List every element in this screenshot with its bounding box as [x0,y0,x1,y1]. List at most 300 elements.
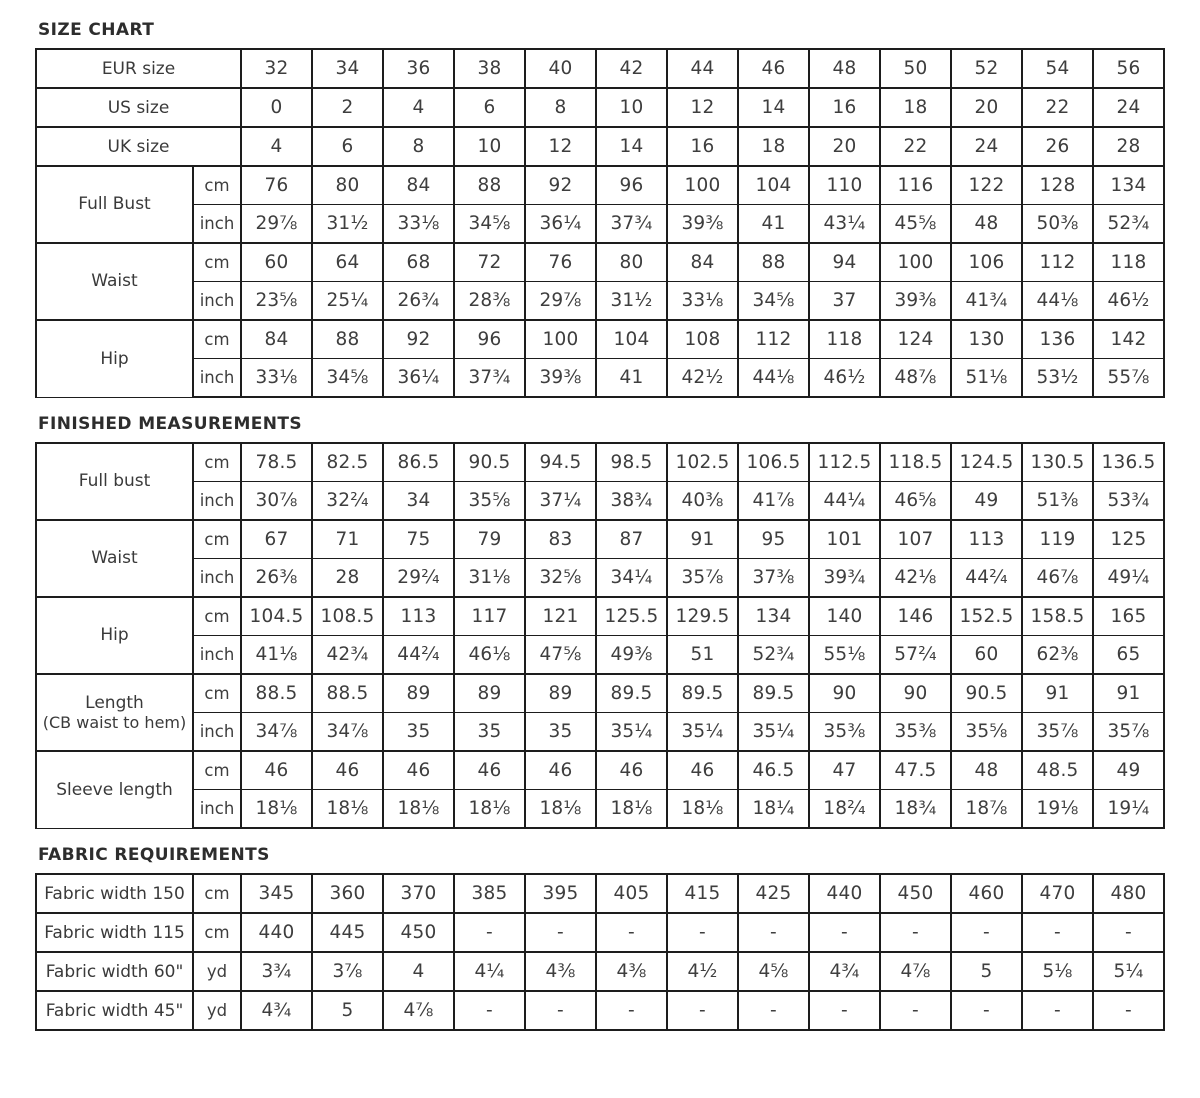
value-cell: 48 [951,205,1022,244]
finished-measurements-table-slot [35,442,1165,829]
row-label: US size [36,88,241,127]
value-cell: 83 [525,520,596,559]
row-label: EUR size [36,49,241,88]
value-cell: 12 [667,88,738,127]
value-cell: 94 [809,243,880,282]
value-cell: 51⅛ [951,359,1022,398]
value-cell: 33⅛ [241,359,312,398]
table-row [36,559,1164,598]
unit-label: inch [193,282,241,321]
value-cell: 35 [383,713,454,752]
value-cell: 88 [738,243,809,282]
value-cell: 370 [383,874,454,913]
value-cell: 165 [1093,597,1164,636]
row-label-text: Waist [91,271,138,292]
value-cell: 18²⁄₄ [809,790,880,829]
table-row [36,913,1164,952]
value-cell: - [951,913,1022,952]
value-cell: 60 [241,243,312,282]
value-cell: 46 [525,751,596,790]
value-cell: 62⅜ [1022,636,1093,675]
row-label-text: Sleeve length [56,779,173,800]
value-cell: 37 [809,282,880,321]
value-cell: 49¼ [1093,559,1164,598]
value-cell: 88.5 [241,674,312,713]
unit-label: cm [193,913,241,952]
value-cell: 71 [312,520,383,559]
value-cell: 35¼ [667,713,738,752]
value-cell: 48 [809,49,880,88]
value-cell: 385 [454,874,525,913]
value-cell: 90 [880,674,951,713]
value-cell: 0 [241,88,312,127]
value-cell: 22 [880,127,951,166]
value-cell: - [667,913,738,952]
value-cell: 47 [809,751,880,790]
table-row [36,597,1164,636]
value-cell: 146 [880,597,951,636]
value-cell: 142 [1093,320,1164,359]
value-cell: 121 [525,597,596,636]
value-cell: 46⅞ [1022,559,1093,598]
row-sublabel-text: (CB waist to hem) [42,712,187,732]
value-cell: 88 [454,166,525,205]
table-row [36,991,1164,1030]
value-cell: 52¾ [1093,205,1164,244]
value-cell: 106.5 [738,443,809,482]
value-cell: 37¾ [596,205,667,244]
value-cell: 134 [738,597,809,636]
unit-label: inch [193,359,241,398]
value-cell: 18¾ [880,790,951,829]
value-cell: 52¾ [738,636,809,675]
value-cell: 18⅛ [525,790,596,829]
value-cell: 84 [667,243,738,282]
value-cell: 34⅞ [241,713,312,752]
value-cell: 46 [738,49,809,88]
table-row [36,282,1164,321]
value-cell: 32⅝ [525,559,596,598]
value-cell: 445 [312,913,383,952]
value-cell: 18⅛ [241,790,312,829]
value-cell: 90 [809,674,880,713]
value-cell: 39⅜ [525,359,596,398]
value-cell: 45⅝ [880,205,951,244]
fabric-requirements-heading: FABRIC REQUIREMENTS [38,845,270,865]
value-cell: 4½ [667,952,738,991]
value-cell: 28 [1093,127,1164,166]
value-cell: 92 [525,166,596,205]
value-cell: 110 [809,166,880,205]
value-cell: - [951,991,1022,1030]
unit-label: inch [193,559,241,598]
value-cell: 50 [880,49,951,88]
value-cell: 104.5 [241,597,312,636]
table-row [36,952,1164,991]
value-cell: 80 [312,166,383,205]
value-cell: 65 [1093,636,1164,675]
value-cell: 10 [596,88,667,127]
row-label-text: Hip [100,625,129,646]
value-cell: 34¼ [596,559,667,598]
value-cell: 53½ [1022,359,1093,398]
value-cell: 26¾ [383,282,454,321]
unit-label: cm [193,751,241,790]
value-cell: 100 [525,320,596,359]
value-cell: 19⅛ [1022,790,1093,829]
value-cell: 84 [241,320,312,359]
value-cell: 49 [951,482,1022,521]
value-cell: 53¾ [1093,482,1164,521]
value-cell: 98.5 [596,443,667,482]
value-cell: 4¾ [809,952,880,991]
table-row [36,713,1164,752]
value-cell: 82.5 [312,443,383,482]
table-row [36,49,1164,88]
value-cell: - [809,991,880,1030]
row-label-text: Hip [100,348,129,369]
unit-label: yd [193,991,241,1030]
value-cell: 89.5 [738,674,809,713]
value-cell: 35⅝ [454,482,525,521]
value-cell: 480 [1093,874,1164,913]
value-cell: 42 [596,49,667,88]
value-cell: 18⅛ [454,790,525,829]
value-cell: 34 [383,482,454,521]
value-cell: 34⅝ [738,282,809,321]
value-cell: 90.5 [454,443,525,482]
value-cell: 5 [312,991,383,1030]
unit-label: inch [193,636,241,675]
table-row [36,482,1164,521]
value-cell: 450 [383,913,454,952]
value-cell: 28 [312,559,383,598]
value-cell: 92 [383,320,454,359]
unit-label: cm [193,674,241,713]
value-cell: 89 [454,674,525,713]
value-cell: 52 [951,49,1022,88]
value-cell: - [454,991,525,1030]
value-cell: 140 [809,597,880,636]
unit-label: inch [193,790,241,829]
value-cell: 4⅞ [880,952,951,991]
value-cell: 108 [667,320,738,359]
finished-measurements-table [35,442,1165,829]
value-cell: 8 [525,88,596,127]
value-cell: 18¼ [738,790,809,829]
value-cell: 360 [312,874,383,913]
value-cell: 96 [454,320,525,359]
value-cell: 113 [383,597,454,636]
value-cell: 18⅛ [596,790,667,829]
value-cell: 48 [951,751,1022,790]
value-cell: 440 [241,913,312,952]
value-cell: 95 [738,520,809,559]
value-cell: 35¼ [596,713,667,752]
value-cell: 405 [596,874,667,913]
value-cell: 40⅜ [667,482,738,521]
unit-label: inch [193,205,241,244]
value-cell: 84 [383,166,454,205]
unit-label: cm [193,320,241,359]
value-cell: 44⅛ [1022,282,1093,321]
unit-label: inch [193,713,241,752]
value-cell: 80 [596,243,667,282]
value-cell: 130 [951,320,1022,359]
value-cell: 88 [312,320,383,359]
unit-label: cm [193,166,241,205]
value-cell: 91 [1022,674,1093,713]
table-row [36,88,1164,127]
value-cell: 67 [241,520,312,559]
value-cell: 87 [596,520,667,559]
value-cell: 102.5 [667,443,738,482]
value-cell: 26 [1022,127,1093,166]
value-cell: 125.5 [596,597,667,636]
value-cell: 113 [951,520,1022,559]
row-label [36,320,193,397]
section-size-chart [35,20,1165,398]
unit-label: yd [193,952,241,991]
value-cell: 50⅜ [1022,205,1093,244]
row-label: Fabric width 115 [36,913,193,952]
value-cell: 31½ [312,205,383,244]
value-cell: 112 [738,320,809,359]
table-row [36,359,1164,398]
value-cell: 44¼ [809,482,880,521]
table-row [36,205,1164,244]
unit-label: cm [193,874,241,913]
value-cell: 5⅛ [1022,952,1093,991]
row-label: Fabric width 150 [36,874,193,913]
value-cell: 18⅛ [383,790,454,829]
value-cell: - [454,913,525,952]
value-cell: 35⅝ [951,713,1022,752]
value-cell: 118 [1093,243,1164,282]
unit-label: cm [193,443,241,482]
value-cell: 46½ [1093,282,1164,321]
row-label [36,166,193,243]
value-cell: - [880,913,951,952]
value-cell: 76 [241,166,312,205]
value-cell: 152.5 [951,597,1022,636]
value-cell: 33⅛ [667,282,738,321]
value-cell: 136.5 [1093,443,1164,482]
value-cell: 134 [1093,166,1164,205]
row-label [36,443,193,520]
value-cell: 51 [667,636,738,675]
value-cell: 30⅞ [241,482,312,521]
unit-label: cm [193,243,241,282]
value-cell: 136 [1022,320,1093,359]
value-cell: 122 [951,166,1022,205]
value-cell: 39⅜ [880,282,951,321]
value-cell: 91 [667,520,738,559]
row-label [36,674,193,751]
value-cell: 345 [241,874,312,913]
value-cell: 41 [738,205,809,244]
value-cell: 108.5 [312,597,383,636]
value-cell: - [809,913,880,952]
value-cell: 106 [951,243,1022,282]
value-cell: 35⅜ [880,713,951,752]
value-cell: 86.5 [383,443,454,482]
value-cell: 33⅛ [383,205,454,244]
finished-measurements-heading: FINISHED MEASUREMENTS [38,414,303,434]
value-cell: 39⅜ [667,205,738,244]
value-cell: - [738,913,809,952]
value-cell: - [525,913,596,952]
value-cell: 4⅜ [525,952,596,991]
value-cell: 41¾ [951,282,1022,321]
value-cell: 76 [525,243,596,282]
value-cell: 38 [454,49,525,88]
size-chart-table-slot [35,48,1165,398]
value-cell: 18 [738,127,809,166]
value-cell: 100 [667,166,738,205]
value-cell: 25¼ [312,282,383,321]
section-fabric-requirements [35,845,1165,1031]
value-cell: 124 [880,320,951,359]
value-cell: 72 [454,243,525,282]
value-cell: 89 [525,674,596,713]
value-cell: 47.5 [880,751,951,790]
value-cell: 41 [596,359,667,398]
fabric-requirements-table [35,873,1165,1031]
fabric-requirements-table-slot [35,873,1165,1031]
value-cell: 94.5 [525,443,596,482]
value-cell: 116 [880,166,951,205]
value-cell: 425 [738,874,809,913]
value-cell: 26⅜ [241,559,312,598]
table-row [36,636,1164,675]
row-label-text: Length [85,693,144,714]
value-cell: - [667,991,738,1030]
value-cell: 35⅞ [1093,713,1164,752]
value-cell: 24 [951,127,1022,166]
value-cell: 35⅜ [809,713,880,752]
value-cell: 28⅜ [454,282,525,321]
table-row [36,674,1164,713]
value-cell: 51⅜ [1022,482,1093,521]
value-cell: - [1022,991,1093,1030]
value-cell: 48.5 [1022,751,1093,790]
value-cell: 47⅝ [525,636,596,675]
section-finished-measurements [35,414,1165,829]
row-label: UK size [36,127,241,166]
size-chart-table [35,48,1165,398]
row-label [36,520,193,597]
value-cell: 37¾ [454,359,525,398]
value-cell: 19¼ [1093,790,1164,829]
value-cell: 450 [880,874,951,913]
value-cell: 35¼ [738,713,809,752]
value-cell: 55⅞ [1093,359,1164,398]
value-cell: 460 [951,874,1022,913]
value-cell: 37¼ [525,482,596,521]
row-label: Fabric width 45" [36,991,193,1030]
value-cell: 5¼ [1093,952,1164,991]
value-cell: 46 [596,751,667,790]
value-cell: 18⅛ [312,790,383,829]
value-cell: 100 [880,243,951,282]
value-cell: 78.5 [241,443,312,482]
value-cell: 42¾ [312,636,383,675]
value-cell: 35⅞ [1022,713,1093,752]
value-cell: 16 [809,88,880,127]
value-cell: 35 [525,713,596,752]
value-cell: 32²⁄₄ [312,482,383,521]
table-row [36,520,1164,559]
value-cell: 415 [667,874,738,913]
value-cell: 46 [454,751,525,790]
value-cell: 4⅜ [596,952,667,991]
value-cell: 3⅞ [312,952,383,991]
table-row [36,243,1164,282]
value-cell: 46 [667,751,738,790]
unit-label: cm [193,520,241,559]
value-cell: 158.5 [1022,597,1093,636]
value-cell: 64 [312,243,383,282]
value-cell: 60 [951,636,1022,675]
table-row [36,166,1164,205]
value-cell: 3¾ [241,952,312,991]
value-cell: 36¼ [525,205,596,244]
value-cell: 88.5 [312,674,383,713]
value-cell: 96 [596,166,667,205]
row-label-text: Full Bust [78,194,151,215]
table-row [36,874,1164,913]
value-cell: 4¾ [241,991,312,1030]
value-cell: 4 [241,127,312,166]
value-cell: 23⅝ [241,282,312,321]
value-cell: 57²⁄₄ [880,636,951,675]
value-cell: 35⅞ [667,559,738,598]
value-cell: - [525,991,596,1030]
value-cell: 130.5 [1022,443,1093,482]
value-cell: 125 [1093,520,1164,559]
value-cell: 118 [809,320,880,359]
value-cell: 101 [809,520,880,559]
value-cell: 20 [809,127,880,166]
value-cell: 112.5 [809,443,880,482]
value-cell: 12 [525,127,596,166]
value-cell: 37⅜ [738,559,809,598]
value-cell: 46.5 [738,751,809,790]
value-cell: 68 [383,243,454,282]
value-cell: 4¼ [454,952,525,991]
value-cell: 41⅞ [738,482,809,521]
value-cell: 8 [383,127,454,166]
value-cell: 49⅜ [596,636,667,675]
value-cell: 56 [1093,49,1164,88]
value-cell: 4⅞ [383,991,454,1030]
value-cell: - [596,991,667,1030]
value-cell: - [738,991,809,1030]
value-cell: 18⅛ [667,790,738,829]
value-cell: 41⅛ [241,636,312,675]
value-cell: 29⅞ [241,205,312,244]
value-cell: - [1093,991,1164,1030]
value-cell: 46 [241,751,312,790]
value-cell: 46 [312,751,383,790]
value-cell: 75 [383,520,454,559]
value-cell: 6 [312,127,383,166]
size-chart-heading: SIZE CHART [38,20,155,40]
value-cell: 89.5 [667,674,738,713]
value-cell: 49 [1093,751,1164,790]
value-cell: 6 [454,88,525,127]
